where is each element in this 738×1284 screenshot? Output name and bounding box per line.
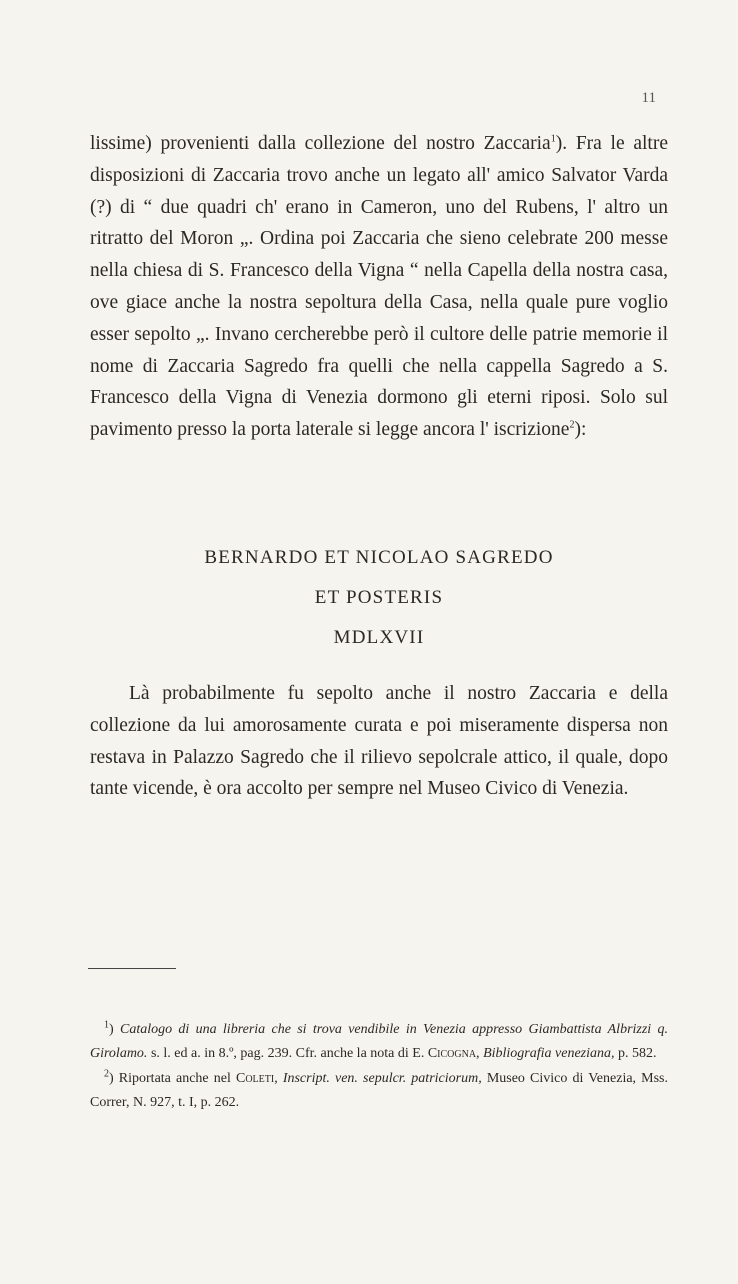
inscription-line-3: MDLXVII	[333, 627, 425, 648]
footnote-2-text-2: Museo Civico di Venezia, Mss. Correr, N. 927, t. I, p. 262.	[90, 1071, 669, 1110]
footnote-2-author: Coleti,	[235, 1071, 278, 1086]
inscription-line-1: BERNARDO ET NICOLAO SAGREDO	[204, 547, 554, 568]
footnote-1-marker: 1	[104, 1019, 109, 1031]
inscription-line-2: ET POSTERIS	[314, 587, 444, 608]
paragraph-1-text-b: ). Fra le altre disposizioni di Zaccaria trovo anche un legato all' amico Salvator Varda (?) di “ due quadri ch' erano in Cameron, uno del Rubens, l' altro un ritratto del Moron „. Ordina poi Zaccaria che sieno celebrate 200 messe nella chiesa di S. Francesco della Vigna “ nella Capella della nostra casa, ove giace anche la nostra sepoltura della Casa, nella quale pure voglio esser sepolto „. Invano cercherebbe però il cultore delle patrie memorie il nome di Zaccaria Sagredo fra quelli che nella cappella Sagredo a S. Francesco della Vigna di Venezia dormono gli eterni riposi. Solo sul pavimento presso la porta laterale si legge ancora l' iscrizione	[90, 133, 669, 441]
footnote-2: $^2$) Riportata anche nel Coleti, Inscript. ven. sepulcr. patriciorum, Museo Civico di Venezia, Mss. Correr, N. 927, t. I, p. 262.	[90, 1068, 669, 1110]
footnote-1-author: E. Cicogna,	[412, 1045, 480, 1061]
footnote-reference-2[interactable]: 2	[569, 419, 575, 431]
footnote-1-text-1: s. l. ed a. in 8.º, pag. 239. Cfr. anche la nota di	[147, 1045, 413, 1061]
page-number: 11	[641, 90, 656, 106]
footnote-1-title: Catalogo di una libreria che si trova vendibile in Venezia appresso Giambattista Albrizzi q. Girolamo.	[90, 1022, 669, 1061]
paragraph-1-text-c: ):	[574, 419, 587, 441]
body-paragraph-2	[90, 678, 668, 805]
inscription-block	[90, 538, 668, 658]
footnote-1: $^1$) Catalogo di una libreria che si trova vendibile in Venezia appresso Giambattista Albrizzi q. Girolamo. s. l. ed a. in 8.º, pag. 239. Cfr. anche la nota di E. Cicogna, Bibliografia veneziana, p. 582.	[90, 1019, 669, 1061]
footnote-1-text-2: p. 582.	[614, 1045, 657, 1061]
footnote-2-work: Inscript. ven. sepulcr. patriciorum,	[277, 1071, 482, 1086]
footnote-2-marker: 2	[104, 1068, 109, 1080]
footnotes	[90, 1018, 668, 1116]
footnote-1-work: Bibliografia veneziana,	[479, 1045, 615, 1061]
footnote-reference-1[interactable]: 1	[550, 133, 556, 145]
footnote-2-text-1: Riportata anche nel	[113, 1071, 236, 1086]
paragraph-1-text-a: lissime) provenienti dalla collezione del nostro Zaccaria	[90, 133, 551, 154]
body-paragraph-1	[90, 128, 668, 446]
footnote-divider	[88, 968, 176, 969]
paragraph-2-text: Là probabilmente fu sepolto anche il nostro Zaccaria e della collezione da lui amorosamente curata e poi miseramente dispersa non restava in Palazzo Sagredo che il rilievo sepolcrale attico, il quale, dopo tante vicende, è ora accolto per sempre nel Museo Civico di Venezia.	[90, 683, 668, 800]
